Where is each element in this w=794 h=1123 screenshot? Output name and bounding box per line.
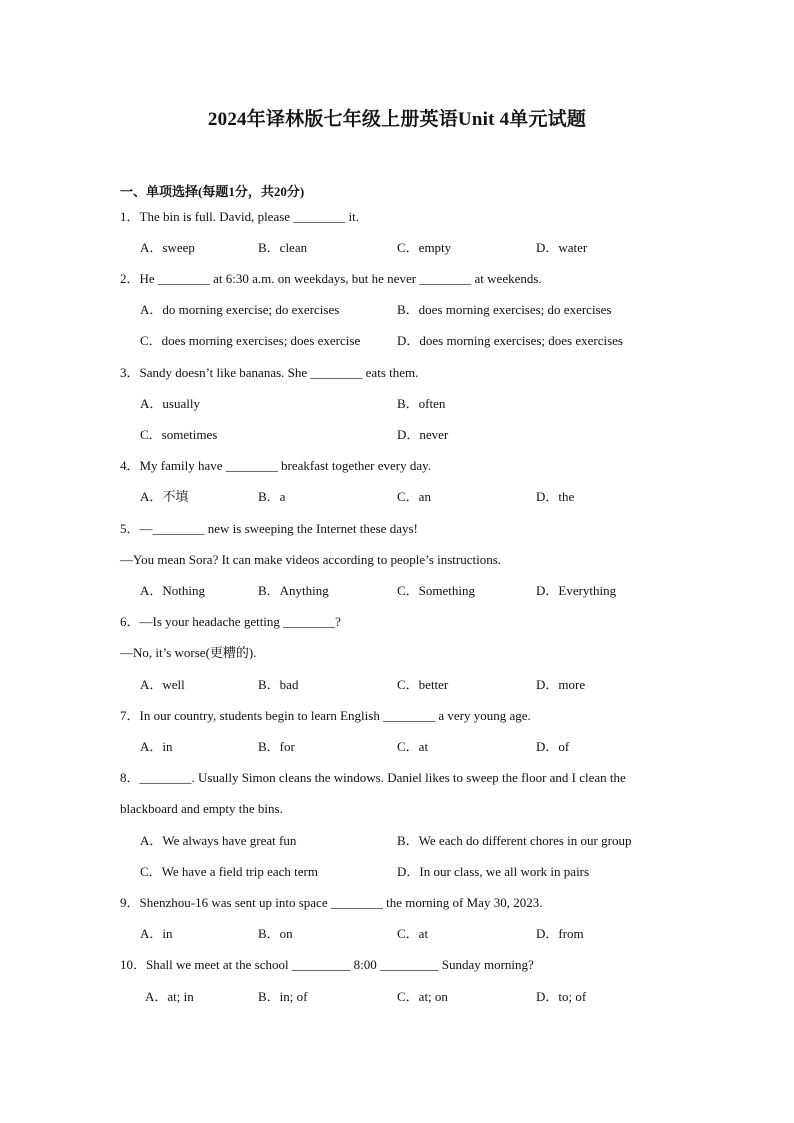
- question-5-stem: 5．—________ new is sweeping the Internet these days!: [120, 521, 418, 536]
- question-8-option-b: B．We each do different chores in our group: [397, 833, 632, 848]
- question-9-option-a: A．in: [140, 926, 173, 941]
- question-8-stem: 8．________. Usually Simon cleans the windows. Daniel likes to sweep the floor and I clean the: [120, 770, 626, 785]
- question-3-stem: 3．Sandy doesn’t like bananas. She ________ eats them.: [120, 365, 419, 380]
- section-heading: 一、单项选择(每题1分，共20分): [120, 184, 305, 199]
- question-4-option-a: A．不填: [140, 489, 189, 504]
- question-5-option-c: C．Something: [397, 583, 476, 598]
- question-7-option-c: C．at: [397, 739, 429, 754]
- question-5-option-b: B．Anything: [258, 583, 329, 598]
- question-8-option-d: D．In our class, we all work in pairs: [397, 864, 590, 879]
- question-9-stem: 9．Shenzhou-16 was sent up into space ________ the morning of May 30, 2023.: [120, 895, 543, 910]
- question-3-option-d: D．never: [397, 427, 449, 442]
- question-4-option-d: D．the: [536, 489, 575, 504]
- question-8-option-a: A．We always have great fun: [140, 833, 297, 848]
- question-10-option-a: A．at; in: [145, 989, 194, 1004]
- question-6-dialogue: —No, it’s worse(更糟的).: [120, 645, 257, 660]
- question-9-option-c: C．at: [397, 926, 429, 941]
- question-5-dialogue: —You mean Sora? It can make videos according to people’s instructions.: [120, 552, 502, 567]
- question-9-option-b: B．on: [258, 926, 293, 941]
- question-7-option-a: A．in: [140, 739, 173, 754]
- question-7-option-b: B．for: [258, 739, 295, 754]
- question-6-stem: 6．—Is your headache getting ________?: [120, 614, 341, 629]
- question-10-option-b: B．in; of: [258, 989, 308, 1004]
- question-8-option-c: C．We have a field trip each term: [140, 864, 318, 879]
- question-1-option-a: A．sweep: [140, 240, 195, 255]
- question-3-option-a: A．usually: [140, 396, 200, 411]
- question-5-option-d: D．Everything: [536, 583, 617, 598]
- question-6-option-d: D．more: [536, 677, 586, 692]
- question-3-option-b: B．often: [397, 396, 446, 411]
- question-4-stem: 4．My family have ________ breakfast together every day.: [120, 458, 432, 473]
- question-8-stem-continued: blackboard and empty the bins.: [120, 801, 283, 816]
- page-title: 2024年译林版七年级上册英语Unit 4单元试题: [207, 109, 587, 130]
- question-7-option-d: D．of: [536, 739, 570, 754]
- question-9-option-d: D．from: [536, 926, 584, 941]
- question-10-option-c: C．at; on: [397, 989, 448, 1004]
- question-2-option-b: B．does morning exercises; do exercises: [397, 302, 612, 317]
- question-1-stem: 1．The bin is full. David, please ________ it.: [120, 209, 360, 224]
- question-2-stem: 2．He ________ at 6:30 a.m. on weekdays, but he never ________ at weekends.: [120, 271, 542, 286]
- question-1-option-d: D．water: [536, 240, 588, 255]
- question-1-option-b: B．clean: [258, 240, 308, 255]
- question-6-option-b: B．bad: [258, 677, 299, 692]
- question-6-option-c: C．better: [397, 677, 449, 692]
- question-7-stem: 7．In our country, students begin to learn English ________ a very young age.: [120, 708, 531, 723]
- question-4-option-b: B．a: [258, 489, 286, 504]
- question-1-option-c: C．empty: [397, 240, 452, 255]
- question-10-option-d: D．to; of: [536, 989, 587, 1004]
- question-4-option-c: C．an: [397, 489, 431, 504]
- question-2-option-c: C．does morning exercises; does exercise: [140, 333, 361, 348]
- question-2-option-d: D．does morning exercises; does exercises: [397, 333, 623, 348]
- question-2-option-a: A．do morning exercise; do exercises: [140, 302, 340, 317]
- question-10-stem: 10．Shall we meet at the school _________ 8:00 _________ Sunday morning?: [120, 957, 534, 972]
- question-6-option-a: A．well: [140, 677, 185, 692]
- question-3-option-c: C．sometimes: [140, 427, 218, 442]
- question-5-option-a: A．Nothing: [140, 583, 206, 598]
